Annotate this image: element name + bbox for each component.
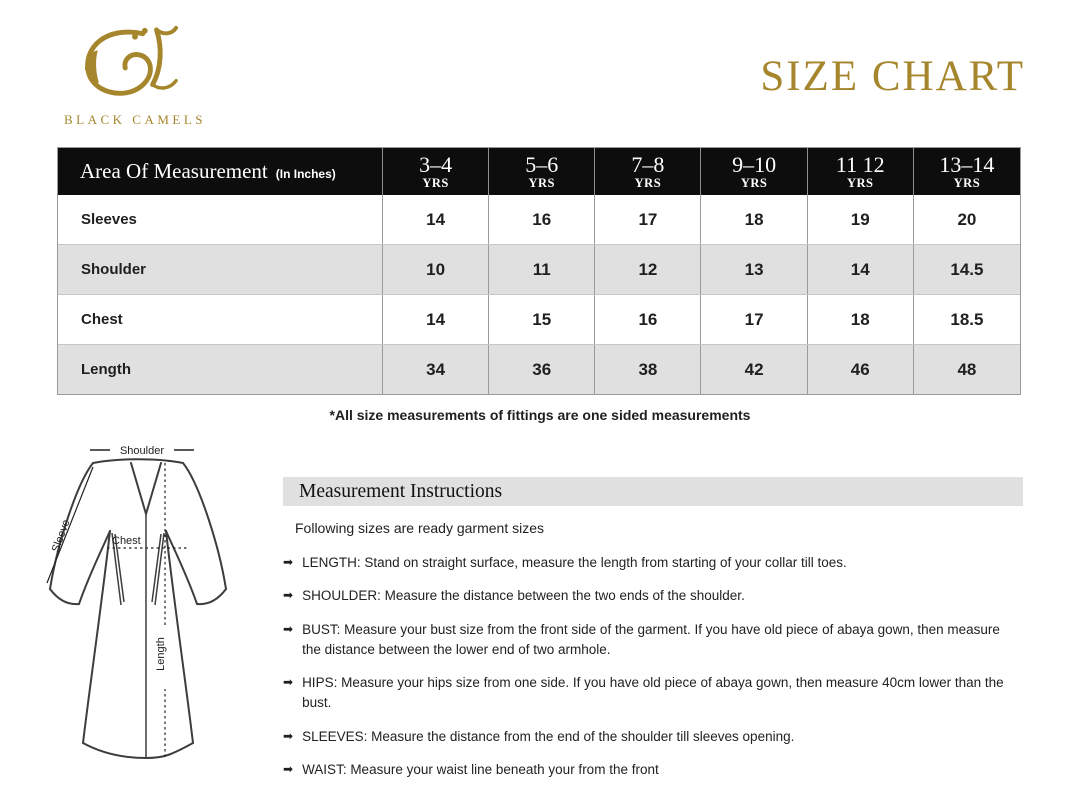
instruction-text: BUST: Measure your bust size from the front side of the garment. If you have old piece of abaya gown, then measure the distance between the lower end of two armhole.	[302, 621, 1000, 657]
size-table-col-header	[489, 148, 595, 195]
arrow-bullet-icon: ➡	[283, 675, 294, 689]
row-label: Sleeves	[58, 195, 383, 244]
col-age-label: 11 12	[835, 151, 885, 177]
instructions-title: Measurement Instructions	[299, 480, 503, 502]
brand-logo-icon	[65, 22, 205, 110]
page-title: SIZE CHART	[760, 53, 1025, 100]
size-value: 46	[808, 345, 914, 394]
table-row	[58, 344, 1020, 394]
instructions-intro: Following sizes are ready garment sizes	[295, 520, 544, 536]
size-value: 17	[595, 195, 701, 244]
size-value: 18	[808, 295, 914, 344]
size-value: 34	[383, 345, 489, 394]
size-value: 11	[489, 245, 595, 294]
col-unit-label: YRS	[953, 175, 981, 190]
instruction-text: LENGTH: Stand on straight surface, measure the length from starting of your collar till toes.	[302, 555, 847, 570]
size-value: 16	[489, 195, 595, 244]
size-table-col-header	[595, 148, 701, 195]
area-of-measurement-header	[58, 148, 383, 195]
table-row	[58, 195, 1020, 244]
instruction-item	[283, 620, 1021, 661]
instruction-text: HIPS: Measure your hips size from one side. If you have old piece of abaya gown, then measure 40cm lower than the bust.	[302, 675, 1004, 711]
instructions-list	[283, 553, 1023, 780]
footnote: *All size measurements of fittings are one sided measurements	[329, 407, 751, 423]
table-row	[58, 244, 1020, 294]
instruction-item	[283, 586, 1021, 606]
brand-logo	[55, 22, 215, 128]
instruction-text: SLEEVES: Measure the distance from the end of the shoulder till sleeves opening.	[302, 728, 795, 744]
size-value: 17	[701, 295, 807, 344]
size-value: 19	[808, 195, 914, 244]
size-table-header-row	[58, 148, 1020, 195]
size-value: 14	[808, 245, 914, 294]
size-table-col-header	[383, 148, 489, 195]
instructions-header-bar	[283, 477, 1023, 506]
row-label: Length	[58, 345, 383, 394]
arrow-bullet-icon: ➡	[283, 588, 294, 603]
size-value: 18.5	[950, 309, 984, 329]
diagram-chest-label: Chest	[112, 535, 141, 547]
size-value: 42	[701, 345, 807, 394]
size-value: 18	[701, 195, 807, 244]
garment-diagram	[33, 437, 265, 792]
size-value: 36	[489, 345, 595, 394]
instruction-text: WAIST: Measure your waist line beneath your from the front	[302, 761, 659, 777]
size-value: 10	[383, 245, 489, 294]
col-unit-label: YRS	[634, 175, 662, 190]
arrow-bullet-icon: ➡	[283, 728, 294, 743]
instruction-item	[283, 760, 1021, 780]
measurement-instructions	[283, 477, 1023, 793]
col-age-label: 7–8	[631, 151, 665, 177]
instruction-text: SHOULDER: Measure the distance between the two ends of the shoulder.	[302, 588, 745, 604]
diagram-sleeve-label: Sleeve	[49, 518, 73, 554]
size-table	[57, 147, 1021, 395]
brand-name: BLACK CAMELS	[63, 112, 207, 127]
size-value: 14	[383, 195, 489, 244]
size-value: 20	[957, 209, 977, 229]
size-table-body	[58, 195, 1020, 394]
abaya-outline-icon	[33, 437, 265, 787]
instruction-item	[283, 727, 1021, 747]
size-value: 14	[383, 295, 489, 344]
col-age-label: 5–6	[525, 151, 559, 177]
row-label: Chest	[58, 295, 383, 344]
arrow-bullet-icon: ➡	[283, 555, 294, 569]
size-value: 14.5	[950, 259, 984, 279]
size-value: 38	[595, 345, 701, 394]
size-table-col-header	[701, 148, 807, 195]
arrow-bullet-icon: ➡	[283, 761, 294, 776]
table-row	[58, 294, 1020, 344]
col-age-label: 9–10	[732, 151, 777, 177]
size-value: 16	[595, 295, 701, 344]
size-value: 13	[701, 245, 807, 294]
size-table-col-header	[808, 148, 914, 195]
col-unit-label: YRS	[422, 175, 449, 190]
diagram-shoulder-label: Shoulder	[119, 445, 165, 457]
col-age-label: 13–14	[939, 151, 995, 177]
col-unit-label: YRS	[740, 175, 768, 190]
instruction-item	[283, 553, 1021, 573]
col-age-label: 3–4	[419, 151, 453, 177]
size-value: 15	[489, 295, 595, 344]
area-unit: (In Inches)	[275, 166, 336, 181]
size-value: 48	[957, 359, 977, 379]
col-unit-label: YRS	[846, 175, 874, 190]
arrow-bullet-icon: ➡	[283, 621, 294, 636]
col-unit-label: YRS	[528, 175, 555, 190]
size-table-col-header	[914, 148, 1020, 195]
diagram-length-label: Length	[155, 637, 167, 671]
instruction-item	[283, 673, 1021, 714]
size-value: 12	[595, 245, 701, 294]
row-label: Shoulder	[58, 245, 383, 294]
area-label: Area Of Measurement	[80, 159, 268, 183]
